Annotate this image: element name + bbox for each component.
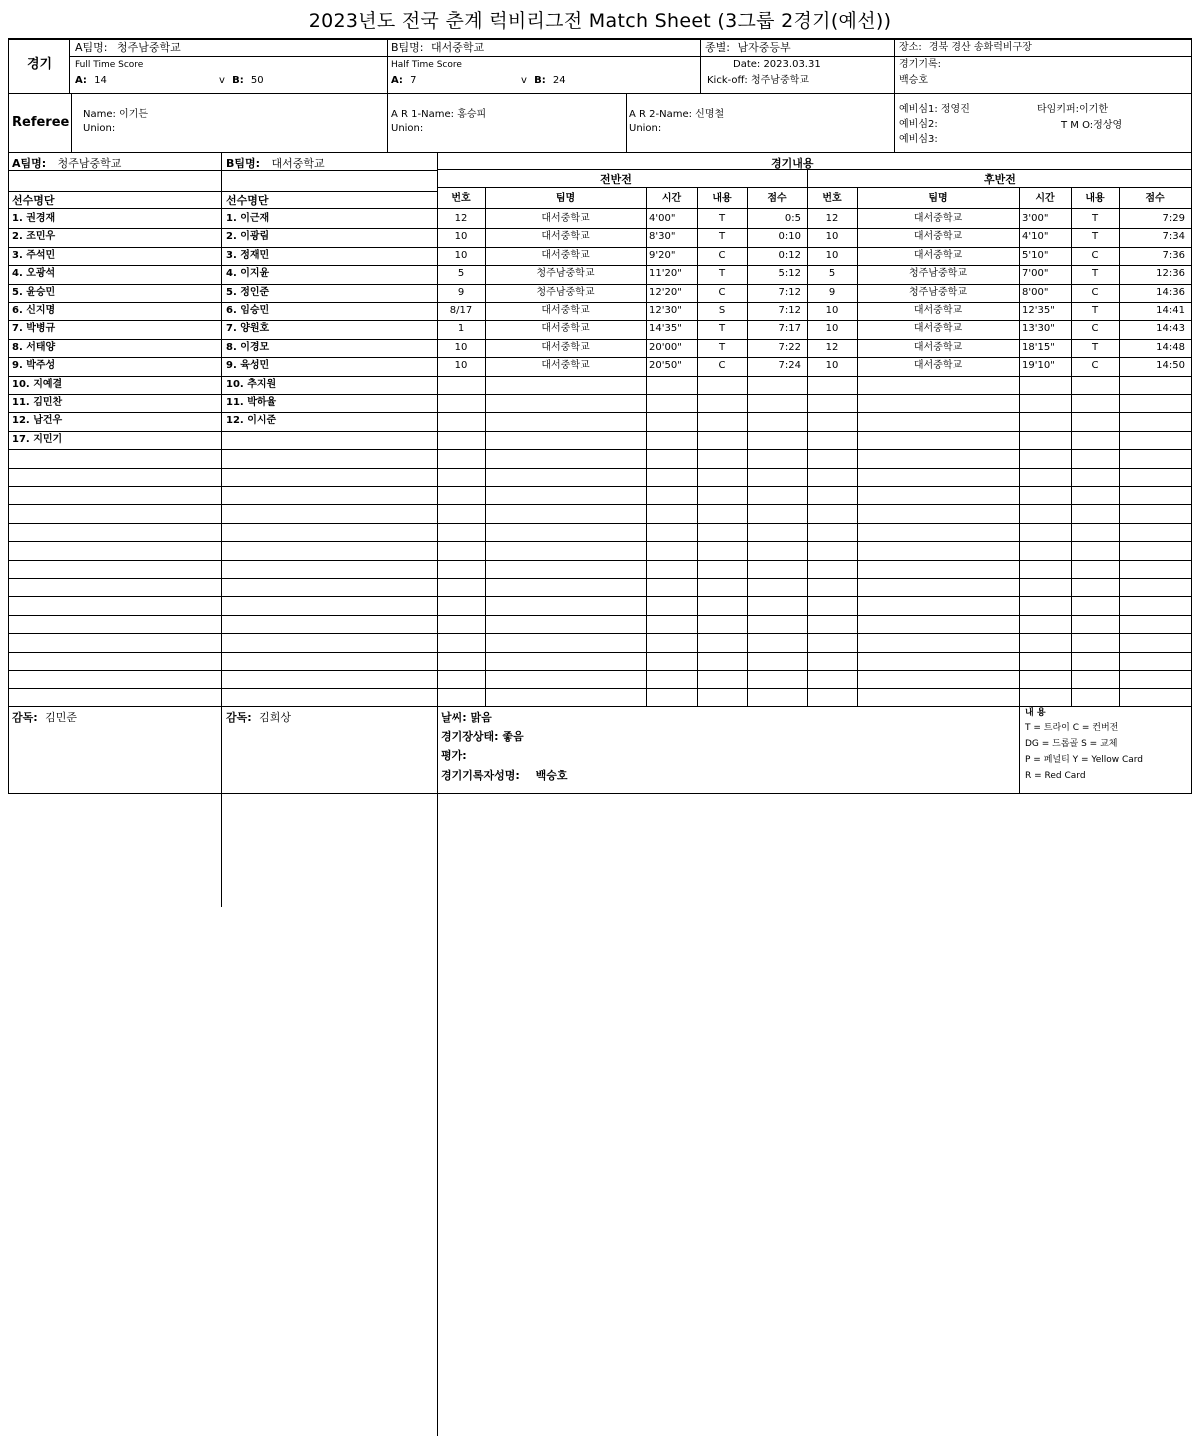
second-half-cell: 7:36 — [1162, 250, 1185, 261]
second-half-cell: T — [1091, 342, 1099, 353]
b-player: 5. 정인준 — [226, 287, 270, 298]
second-half-cell: 14:41 — [1156, 305, 1185, 316]
weather: 날씨: 맑음 — [441, 711, 492, 724]
match-sheet — [8, 38, 1192, 794]
divider — [9, 670, 1191, 671]
first-half-title: 전반전 — [600, 173, 632, 186]
referee-name: Name: 이기든 — [83, 109, 149, 120]
second-half-cell: 18'15" — [1022, 342, 1055, 353]
first-half-cell: 9'20" — [649, 250, 676, 261]
first-half-cell: T — [718, 323, 726, 334]
first-half-cell: T — [718, 231, 726, 242]
b-player: 3. 정재민 — [226, 250, 270, 261]
b-team-name-2: 대서중학교 — [271, 157, 325, 170]
first-half-cell: 20'50" — [649, 360, 682, 371]
ht-v: v — [521, 75, 527, 86]
venue-value: 경북 경산 송화럭비구장 — [928, 42, 1032, 53]
a-player: 8. 서태양 — [12, 342, 56, 353]
first-half-cell: 대서중학교 — [541, 342, 590, 353]
b-player: 11. 박하율 — [226, 397, 277, 408]
first-half-cell: 대서중학교 — [541, 213, 590, 224]
divider — [9, 170, 437, 171]
first-half-cell: 8/17 — [449, 305, 473, 316]
b-roster-header: 선수명단 — [226, 194, 269, 207]
first-half-cell: 대서중학교 — [541, 305, 590, 316]
ar1-union: Union: — [391, 123, 424, 134]
divider — [437, 169, 1191, 170]
first-half-cell: 20'00" — [649, 342, 682, 353]
first-half-cell: T — [718, 213, 726, 224]
second-half-cell: C — [1091, 287, 1099, 298]
first-half-cell: 14'35" — [649, 323, 682, 334]
first-half-cell: T — [718, 268, 726, 279]
divider — [1019, 187, 1020, 706]
legend-line-3: P = 페널티 Y = Yellow Card — [1025, 755, 1144, 765]
first-half-cell: 청주남중학교 — [536, 268, 595, 279]
legend-line-2: DG = 드롭골 S = 교체 — [1025, 739, 1118, 749]
coach-b-name: 김희상 — [259, 711, 292, 724]
referee-union: Union: — [83, 123, 116, 134]
second-half-cell: 12'35" — [1022, 305, 1055, 316]
recorder-label: 경기기록: — [899, 59, 942, 70]
b-team-label: B팀명: — [391, 41, 424, 54]
reserve-3: 예비심3: — [899, 134, 938, 145]
full-time-label: Full Time Score — [75, 60, 144, 70]
first-half-cell: C — [718, 250, 726, 261]
second-half-cell: C — [1091, 323, 1099, 334]
first-half-cell: 10 — [454, 360, 468, 371]
first-half-cell: 7:17 — [778, 323, 801, 334]
second-half-col-header: 내용 — [1085, 193, 1105, 204]
ar2-name: A R 2-Name: 신명철 — [629, 109, 725, 120]
first-half-cell: 7:12 — [778, 305, 801, 316]
match-content-title: 경기내용 — [771, 157, 814, 170]
match-date: Date: 2023.03.31 — [733, 59, 821, 70]
a-player: 2. 조민우 — [12, 231, 56, 242]
divider — [9, 578, 1191, 579]
divider — [626, 93, 627, 152]
second-half-cell: 3'00" — [1022, 213, 1049, 224]
a-team-label-2: A팀명: — [12, 157, 47, 170]
second-half-cell: 14:36 — [1156, 287, 1185, 298]
first-half-cell: 대서중학교 — [541, 323, 590, 334]
a-player: 12. 남건우 — [12, 415, 63, 426]
first-half-cell: 0:12 — [778, 250, 801, 261]
a-player: 6. 신지명 — [12, 305, 56, 316]
first-half-cell: 12'20" — [649, 287, 682, 298]
first-half-cell: 대서중학교 — [541, 231, 590, 242]
second-half-cell: 5 — [828, 268, 836, 279]
first-half-cell: 10 — [454, 342, 468, 353]
a-player: 17. 지민기 — [12, 434, 63, 445]
tmo: T M O:정상영 — [1061, 120, 1123, 131]
divider — [9, 449, 1191, 450]
divider — [9, 615, 1191, 616]
b-team-name: 대서중학교 — [431, 41, 485, 54]
first-half-cell: 11'20" — [649, 268, 682, 279]
second-half-cell: T — [1091, 268, 1099, 279]
ft-b-score: 50 — [250, 75, 264, 86]
divider — [437, 187, 1191, 188]
coach-a-label: 감독: — [12, 711, 38, 724]
recorder-sign-name: 백승호 — [535, 769, 568, 782]
a-team-name-2: 청주남중학교 — [57, 157, 122, 170]
first-half-cell: 10 — [454, 250, 468, 261]
divider — [9, 596, 1191, 597]
second-half-cell: 대서중학교 — [913, 305, 963, 316]
first-half-col-header: 점수 — [767, 193, 787, 204]
second-half-cell: 9 — [828, 287, 836, 298]
venue-label: 장소: — [899, 42, 922, 53]
first-half-cell: 대서중학교 — [541, 360, 590, 371]
first-half-cell: 0:10 — [778, 231, 801, 242]
legend-line-4: R = Red Card — [1025, 771, 1086, 781]
b-player: 2. 이광림 — [226, 231, 270, 242]
second-half-cell: 7:34 — [1162, 231, 1185, 242]
second-half-cell: 청주남중학교 — [909, 268, 967, 279]
a-player: 3. 주석민 — [12, 250, 56, 261]
second-half-cell: 7:29 — [1162, 213, 1185, 224]
second-half-cell: 14:48 — [1156, 342, 1185, 353]
divider — [9, 152, 1191, 153]
ht-b-label: B: — [534, 75, 546, 86]
first-half-cell: 4'00" — [649, 213, 676, 224]
first-half-cell: 청주남중학교 — [536, 287, 595, 298]
reserve-2: 예비심2: — [899, 119, 938, 130]
b-player: 8. 이경모 — [226, 342, 270, 353]
divider — [9, 633, 1191, 634]
divider — [1019, 706, 1020, 794]
divider — [9, 688, 1191, 689]
ht-a-label: A: — [391, 75, 403, 86]
second-half-cell: C — [1091, 360, 1099, 371]
ar1-name: A R 1-Name: 홍승피 — [391, 109, 487, 120]
division-label: 종별: — [705, 41, 730, 54]
first-half-cell: T — [718, 342, 726, 353]
second-half-cell: 10 — [825, 305, 839, 316]
first-half-col-header: 번호 — [451, 193, 471, 204]
recorder-value: 백승호 — [899, 75, 928, 86]
first-half-cell: 9 — [457, 287, 465, 298]
b-team-label-2: B팀명: — [226, 157, 261, 170]
second-half-cell: 대서중학교 — [913, 323, 963, 334]
second-half-col-header: 번호 — [822, 193, 842, 204]
divider — [71, 93, 72, 152]
second-half-cell: 대서중학교 — [913, 342, 963, 353]
division-value: 남자중등부 — [737, 41, 791, 54]
first-half-cell: 대서중학교 — [541, 250, 590, 261]
kickoff: Kick-off: 청주남중학교 — [707, 75, 809, 86]
first-half-cell: 12 — [454, 213, 468, 224]
second-half-cell: 5'10" — [1022, 250, 1049, 261]
b-player: 7. 양원호 — [226, 323, 270, 334]
b-player: 1. 이근재 — [226, 213, 270, 224]
first-half-col-header: 내용 — [712, 193, 732, 204]
divider — [700, 39, 701, 93]
second-half-cell: 8'00" — [1022, 287, 1049, 298]
divider — [69, 56, 1191, 57]
reserve-1: 예비심1: 정영진 — [899, 104, 970, 115]
divider — [894, 39, 895, 152]
second-half-cell: 12 — [825, 342, 839, 353]
second-half-cell: 12 — [825, 213, 839, 224]
ht-a-score: 7 — [410, 75, 417, 86]
divider — [9, 706, 1191, 707]
coach-a-name: 김민준 — [45, 711, 78, 724]
second-half-cell: 13'30" — [1022, 323, 1055, 334]
divider — [9, 504, 1191, 505]
second-half-cell: 대서중학교 — [913, 360, 963, 371]
second-half-cell: 10 — [825, 360, 839, 371]
second-half-cell: 7'00" — [1022, 268, 1049, 279]
second-half-cell: C — [1091, 250, 1099, 261]
recorder-sign-label: 경기기록자성명: — [441, 769, 520, 782]
first-half-cell: C — [718, 360, 726, 371]
first-half-cell: 0:5 — [784, 213, 801, 224]
second-half-cell: 10 — [825, 250, 839, 261]
first-half-cell: C — [718, 287, 726, 298]
first-half-cell: 8'30" — [649, 231, 676, 242]
ft-v: v — [219, 75, 225, 86]
second-half-col-header: 점수 — [1145, 193, 1165, 204]
a-player: 7. 박병규 — [12, 323, 56, 334]
legend-title: 내 용 — [1025, 708, 1046, 718]
divider — [9, 541, 1191, 542]
ar2-union: Union: — [629, 123, 662, 134]
a-team-name: 청주남중학교 — [116, 41, 181, 54]
second-half-title: 후반전 — [984, 173, 1016, 186]
second-half-cell: 4'10" — [1022, 231, 1049, 242]
a-team-label: A팀명: — [75, 41, 108, 54]
sheet-title: 2023년도 전국 춘계 럭비리그전 Match Sheet (3그룹 2경기(예선)) — [308, 10, 892, 32]
second-half-cell: 14:43 — [1156, 323, 1185, 334]
a-roster-header: 선수명단 — [12, 194, 55, 207]
second-half-cell: 청주남중학교 — [909, 287, 967, 298]
divider — [221, 152, 222, 907]
second-half-cell: 대서중학교 — [913, 231, 963, 242]
b-player: 6. 임승민 — [226, 305, 270, 316]
first-half-cell: 12'30" — [649, 305, 682, 316]
second-half-cell: 대서중학교 — [913, 213, 963, 224]
b-player: 10. 추지원 — [226, 379, 277, 390]
ft-a-label: A: — [75, 75, 87, 86]
first-half-cell: 5 — [457, 268, 465, 279]
divider — [9, 560, 1191, 561]
second-half-cell: 10 — [825, 323, 839, 334]
divider — [646, 187, 647, 706]
a-player: 9. 박주성 — [12, 360, 56, 371]
coach-b-label: 감독: — [226, 711, 252, 724]
field-condition: 경기장상태: 좋음 — [441, 730, 524, 743]
divider — [9, 468, 1191, 469]
first-half-col-header: 팀명 — [555, 193, 576, 204]
first-half-cell: S — [718, 305, 726, 316]
half-time-label: Half Time Score — [391, 60, 462, 70]
a-player: 1. 권경재 — [12, 213, 56, 224]
second-half-cell: T — [1091, 231, 1099, 242]
legend-line-1: T = 트라이 C = 컨버전 — [1025, 723, 1119, 733]
first-half-col-header: 시간 — [661, 193, 682, 204]
referee-label: Referee — [12, 115, 70, 130]
second-half-cell: 14:50 — [1156, 360, 1185, 371]
second-half-cell: 대서중학교 — [913, 250, 963, 261]
b-player: 9. 육성민 — [226, 360, 270, 371]
second-half-cell: T — [1091, 305, 1099, 316]
second-half-cell: 12:36 — [1156, 268, 1185, 279]
second-half-cell: T — [1091, 213, 1099, 224]
divider — [69, 39, 70, 93]
a-player: 10. 지예결 — [12, 379, 63, 390]
divider — [9, 39, 1191, 40]
timekeeper: 타임키퍼:이기한 — [1037, 104, 1108, 115]
divider — [9, 93, 1191, 94]
match-label: 경기 — [27, 57, 53, 72]
a-player: 11. 김민찬 — [12, 397, 63, 408]
ft-b-label: B: — [232, 75, 244, 86]
b-player: 4. 이지윤 — [226, 268, 270, 279]
first-half-cell: 1 — [457, 323, 465, 334]
ft-a-score: 14 — [94, 75, 107, 86]
second-half-col-header: 팀명 — [928, 193, 948, 204]
first-half-cell: 5:12 — [778, 268, 801, 279]
a-player: 5. 윤승민 — [12, 287, 56, 298]
a-player: 4. 오광석 — [12, 268, 56, 279]
rating: 평가: — [441, 749, 467, 762]
divider — [9, 191, 437, 192]
second-half-cell: 19'10" — [1022, 360, 1055, 371]
ht-b-score: 24 — [552, 75, 566, 86]
second-half-col-header: 시간 — [1035, 193, 1055, 204]
b-player: 12. 이시준 — [226, 415, 277, 426]
second-half-cell: 10 — [825, 231, 839, 242]
divider — [9, 208, 1191, 209]
divider — [387, 39, 388, 152]
first-half-cell: 10 — [454, 231, 468, 242]
first-half-cell: 7:12 — [778, 287, 801, 298]
divider — [9, 523, 1191, 524]
divider — [9, 486, 1191, 487]
first-half-cell: 7:24 — [778, 360, 801, 371]
divider — [9, 652, 1191, 653]
first-half-cell: 7:22 — [778, 342, 801, 353]
